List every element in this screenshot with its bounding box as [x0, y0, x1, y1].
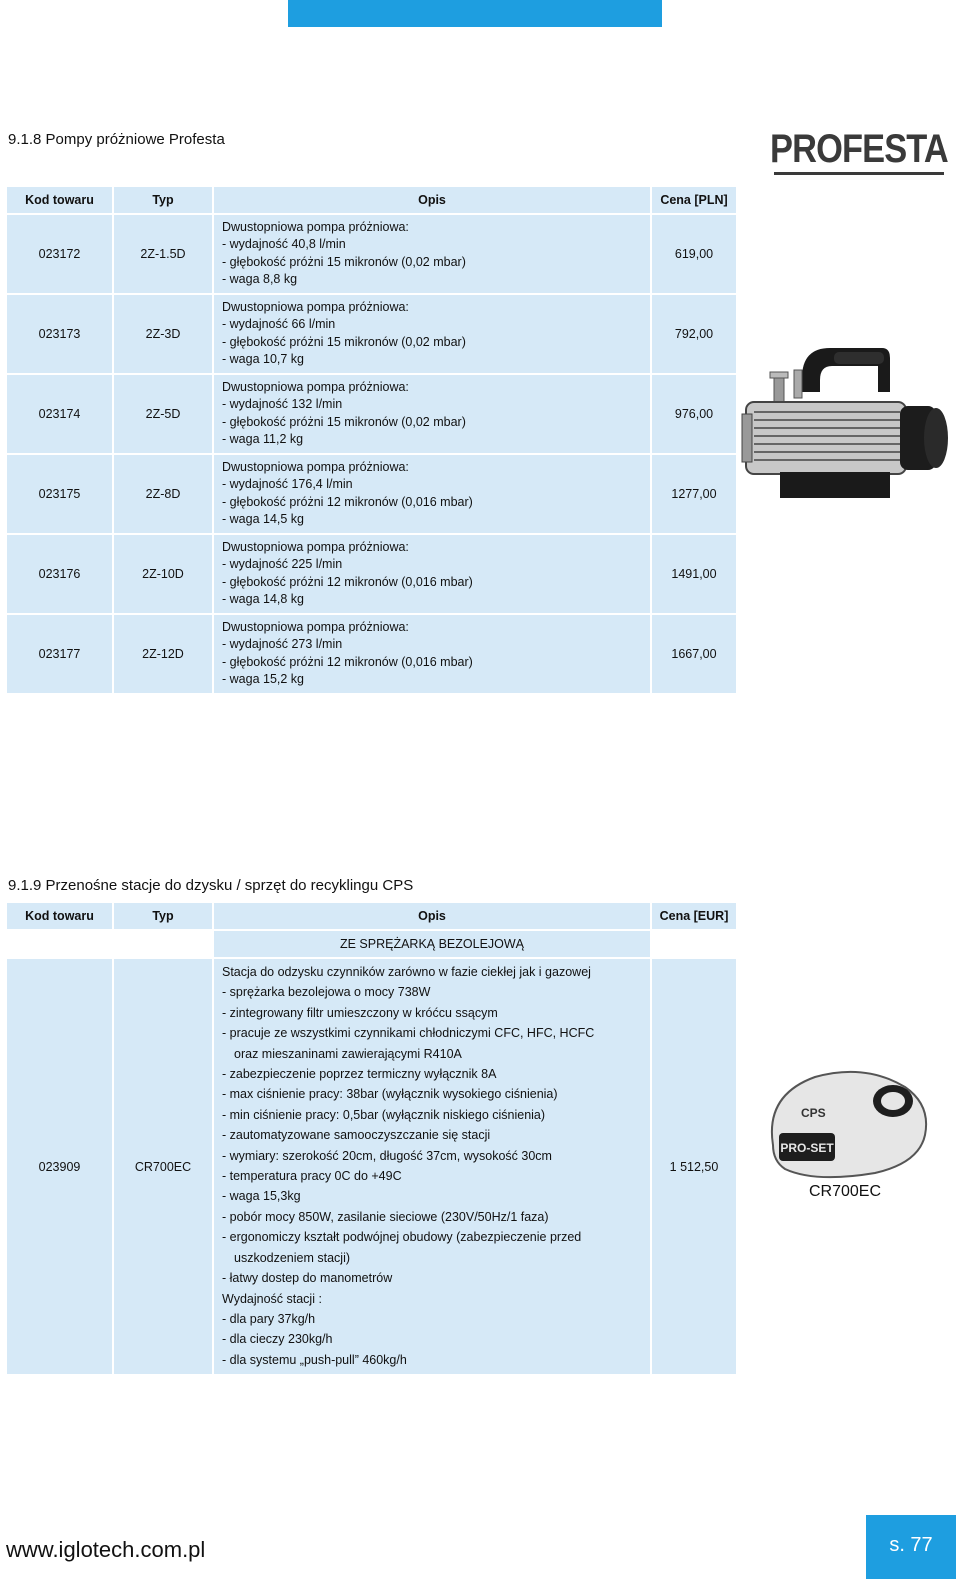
table-row: [7, 615, 736, 693]
description-line: Dwustopniowa pompa próżniowa:: [222, 379, 409, 394]
header-desc: Opis: [214, 903, 650, 929]
description-line: - wydajność 40,8 l/min: [222, 237, 346, 251]
table-row: [7, 959, 736, 1374]
product-type: 2Z-1.5D: [114, 215, 212, 293]
product-description: [214, 959, 650, 1374]
description-line: - ergonomiczy kształt podwójnej obudowy (zabezpieczenie przed: [222, 1230, 582, 1245]
page-number: s. 77: [866, 1515, 956, 1579]
product-code: 023173: [7, 295, 112, 373]
description-line: uszkodzeniem stacji): [234, 1250, 351, 1265]
product-type: 2Z-12D: [114, 615, 212, 693]
header-code: Kod towaru: [7, 903, 112, 929]
cr700ec-caption: CR700EC: [808, 1183, 882, 1200]
product-description: [214, 215, 650, 293]
recovery-price-table: [5, 901, 738, 1376]
header-type: Typ: [114, 903, 212, 929]
profesta-logo: PROFESTA: [770, 127, 958, 189]
description-line: - waga 11,2 kg: [222, 432, 304, 446]
product-price: 792,00: [652, 295, 736, 373]
header-type: Typ: [114, 187, 212, 213]
header-price: Cena [EUR]: [652, 903, 736, 929]
description-line: - wydajność 176,4 l/min: [222, 477, 353, 491]
product-type: 2Z-3D: [114, 295, 212, 373]
table-header-row: [7, 187, 736, 213]
description-line: - wymiary: szerokość 20cm, długość 37cm, wysokość 30cm: [222, 1148, 552, 1163]
description-line: - wydajność 225 l/min: [222, 557, 343, 571]
compressor-subheader: ZE SPRĘŻARKĄ BEZOLEJOWĄ: [214, 931, 650, 957]
pro-set-label: PRO-SET: [780, 1141, 834, 1155]
description-line: - pobór mocy 850W, zasilanie sieciowe (230V/50Hz/1 faza): [222, 1209, 549, 1224]
product-description: [214, 375, 650, 453]
table-row: [7, 455, 736, 533]
product-description: [214, 295, 650, 373]
description-line: - min ciśnienie pracy: 0,5bar (wyłącznik niskiego ciśnienia): [222, 1107, 546, 1122]
description-line: - zabezpieczenie poprzez termiczny wyłącznik 8A: [222, 1067, 497, 1082]
table-row: [7, 215, 736, 293]
description-line: Dwustopniowa pompa próżniowa:: [222, 299, 409, 314]
description-line: - głębokość próżni 12 mikronów (0,016 mbar): [222, 654, 473, 669]
cps-brand-label: CPS: [801, 1106, 826, 1120]
header-desc: Opis: [214, 187, 650, 213]
section-title-pumps: 9.1.8 Pompy próżniowe Profesta: [8, 131, 225, 148]
description-line: - waga 15,2 kg: [222, 672, 304, 686]
description-line: Dwustopniowa pompa próżniowa:: [222, 219, 409, 234]
product-price: 1667,00: [652, 615, 736, 693]
product-code: 023176: [7, 535, 112, 613]
description-line: Wydajność stacji :: [222, 1291, 322, 1306]
description-line: - pracuje ze wszystkimi czynnikami chłodniczymi CFC, HFC, HCFC: [222, 1026, 595, 1041]
product-description: [214, 455, 650, 533]
description-line: - głębokość próżni 12 mikronów (0,016 mbar): [222, 574, 473, 589]
product-code: 023175: [7, 455, 112, 533]
top-accent-bar: [288, 0, 662, 27]
section-title-recovery: 9.1.9 Przenośne stacje do dzysku / sprzęt do recyklingu CPS: [8, 877, 414, 894]
product-type: CR700EC: [114, 959, 212, 1374]
product-price: 976,00: [652, 375, 736, 453]
product-price: 1491,00: [652, 535, 736, 613]
description-line: oraz mieszaninami zawierającymi R410A: [234, 1046, 462, 1061]
description-line: - głębokość próżni 15 mikronów (0,02 mbar): [222, 414, 466, 429]
description-line: - wydajność 132 l/min: [222, 397, 343, 411]
table-row: [7, 295, 736, 373]
header-price: Cena [PLN]: [652, 187, 736, 213]
product-type: 2Z-10D: [114, 535, 212, 613]
pumps-price-table: [5, 185, 738, 695]
description-line: - zautomatyzowane samooczyszczanie się stacji: [222, 1128, 491, 1143]
description-line: - max ciśnienie pracy: 38bar (wyłącznik wysokiego ciśnienia): [222, 1087, 558, 1102]
description-line: Stacja do odzysku czynników zarówno w fazie ciekłej jak i gazowej: [222, 965, 591, 979]
table-row: [7, 375, 736, 453]
description-line: - temperatura pracy 0C do +49C: [222, 1169, 402, 1184]
product-code: 023909: [7, 959, 112, 1374]
description-line: - łatwy dostep do manometrów: [222, 1271, 393, 1286]
product-code: 023174: [7, 375, 112, 453]
description-line: - waga 10,7 kg: [222, 352, 304, 366]
description-line: - dla pary 37kg/h: [222, 1311, 316, 1326]
product-price: 1277,00: [652, 455, 736, 533]
product-code: 023172: [7, 215, 112, 293]
subheader-row: [7, 931, 736, 957]
description-line: - głębokość próżni 12 mikronów (0,016 mbar): [222, 494, 473, 509]
description-line: - dla cieczy 230kg/h: [222, 1332, 333, 1347]
product-type: 2Z-8D: [114, 455, 212, 533]
description-line: - głębokość próżni 15 mikronów (0,02 mbar): [222, 254, 466, 269]
header-code: Kod towaru: [7, 187, 112, 213]
description-line: - waga 15,3kg: [222, 1189, 301, 1204]
description-line: - wydajność 66 l/min: [222, 317, 336, 331]
table-header-row: [7, 903, 736, 929]
description-line: - głębokość próżni 15 mikronów (0,02 mbar): [222, 334, 466, 349]
description-line: - sprężarka bezolejowa o mocy 738W: [222, 985, 431, 1000]
footer-url: www.iglotech.com.pl: [6, 1537, 206, 1562]
vacuum-pump-image: [740, 340, 952, 510]
product-code: 023177: [7, 615, 112, 693]
description-line: - waga 8,8 kg: [222, 272, 298, 286]
description-line: - wydajność 273 l/min: [222, 637, 343, 651]
description-line: - dla systemu „push-pull” 460kg/h: [222, 1352, 407, 1367]
description-line: Dwustopniowa pompa próżniowa:: [222, 539, 409, 554]
product-type: 2Z-5D: [114, 375, 212, 453]
table-row: [7, 535, 736, 613]
product-description: [214, 535, 650, 613]
product-description: [214, 615, 650, 693]
product-price: 1 512,50: [652, 959, 736, 1374]
product-price: 619,00: [652, 215, 736, 293]
description-line: Dwustopniowa pompa próżniowa:: [222, 619, 409, 634]
description-line: - waga 14,5 kg: [222, 512, 304, 526]
description-line: - waga 14,8 kg: [222, 592, 304, 606]
description-line: Dwustopniowa pompa próżniowa:: [222, 459, 409, 474]
description-line: - zintegrowany filtr umieszczony w króćcu ssącym: [222, 1005, 498, 1020]
recovery-station-image: [755, 1065, 935, 1200]
